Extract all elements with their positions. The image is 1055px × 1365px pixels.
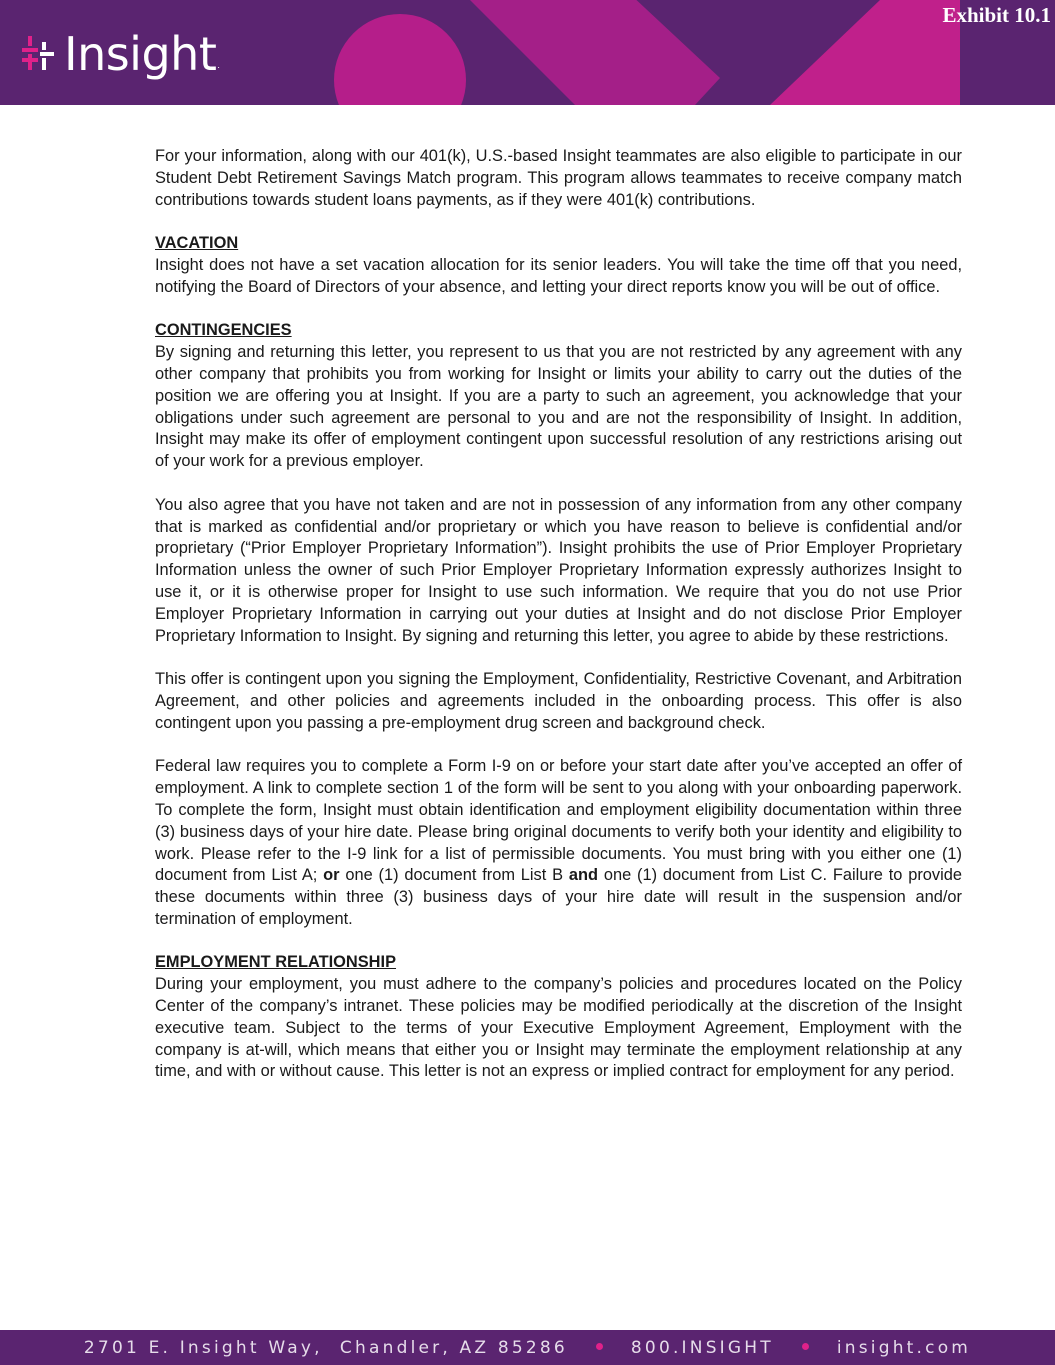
footer-phone: 800.INSIGHT <box>630 1337 774 1358</box>
letterhead-footer <box>0 1330 1055 1365</box>
footer-address: 2701 E. Insight Way, Chandler, AZ 85286 <box>83 1337 568 1358</box>
footer-website: insight.com <box>836 1337 972 1358</box>
registered-mark: . <box>217 60 220 70</box>
footer-separator-dot-icon <box>596 1343 603 1350</box>
section-heading-vacation: VACATION <box>155 234 239 253</box>
exhibit-label: Exhibit 10.1 <box>942 3 1051 27</box>
section-vacation <box>155 233 962 298</box>
i9-bold-or: or <box>323 866 340 885</box>
paragraph-form-i9 <box>155 756 962 930</box>
footer-separator-dot-icon <box>802 1343 809 1350</box>
section-heading-employment-relationship: EMPLOYMENT RELATIONSHIP <box>155 953 397 972</box>
paragraph-employment-relationship: During your employment, you must adhere to the company’s policies and procedures located on the Policy Center of the company’s intranet. These policies may be modified periodically at the discretion of the Insight executive team. Subject to the terms of your Executive Employment Agreement, Employment with the company is at-will, which means that either you or Insight may terminate the employment relationship at any time, and with or without cause. This letter is not an express or implied contract for employment for any period. <box>155 975 962 1081</box>
paragraph-offer-contingent: This offer is contingent upon you signing the Employment, Confidentiality, Restrictive Covenant, and Arbitration Agreement, and other policies and agreements included in the onboarding process. This offer is also contingent upon you passing a pre-employment drug screen and background check. <box>155 670 962 732</box>
i9-bold-and: and <box>568 866 599 885</box>
paragraph-contingencies: By signing and returning this letter, you represent to us that you are not restricted by any agreement with any other company that prohibits you from working for Insight or limits your ability to carry out the duties of the position we are offering you at Insight. If you are a party to such an agreement, you acknowledge that your obligations under such agreement are personal to you and are not the responsibility of Insight. In addition, Insight may make its offer of employment contingent upon successful resolution of any restrictions arising out of your work for a previous employer. <box>155 343 962 471</box>
section-heading-contingencies: CONTINGENCIES <box>155 321 292 340</box>
insight-logo-mark-icon <box>22 34 56 74</box>
i9-text-part2: one (1) document from List B <box>345 866 564 885</box>
paragraph-prior-employer-info: You also agree that you have not taken and are not in possession of any information from any other company that is marked as confidential and/or proprietary or which you have reason to believe is confidential and/or proprietary (“Prior Employer Proprietary Information”). Insight prohibits the use of Prior Employer Proprietary Information unless the owner of such Prior Employer Proprietary Information expressly authorizes Insight to use it, or it is otherwise proper for Insight to use such information. We require that you do not use Prior Employer Proprietary Information in carrying out your duties at Insight and do not disclose Prior Employer Proprietary Information to Insight. By signing and returning this letter, you agree to abide by these restrictions. <box>155 495 962 645</box>
paragraph-student-debt: For your information, along with our 401(k), U.S.-based Insight teammates are also eligible to participate in our Student Debt Retirement Savings Match program. This program allows teammates to receive company match contributions towards student loans payments, as if they were 401(k) contributions. <box>155 147 962 209</box>
logo-wordmark: Insight <box>64 27 217 81</box>
paragraph-vacation: Insight does not have a set vacation allocation for its senior leaders. You will take the time off that you need, notifying the Board of Directors of your absence, and letting your direct reports know you will be out of office. <box>155 255 962 296</box>
insight-logo <box>22 24 220 84</box>
section-contingencies <box>155 320 962 473</box>
letter-body <box>155 146 962 1105</box>
section-employment-relationship <box>155 952 962 1083</box>
letterhead-banner <box>0 0 1055 105</box>
i9-text-part1: Federal law requires you to complete a Form I-9 on or before your start date after you’ve accepted an offer of employment. A link to complete section 1 of the form will be sent to you along with your onboarding paperwork. To complete the form, Insight must obtain identification and employment eligibility documentation within three (3) business days of your hire date. Please bring original documents to verify both your identity and eligibility to work. Please refer to the I-9 link for a list of permissible documents. You must bring with you either one (1) document from List A; <box>155 757 962 885</box>
i9-text-part3: one (1) document from List C. Failure to provide these documents within three (3) business days of your hire date will result in the suspension and/or termination of employment. <box>155 866 962 928</box>
